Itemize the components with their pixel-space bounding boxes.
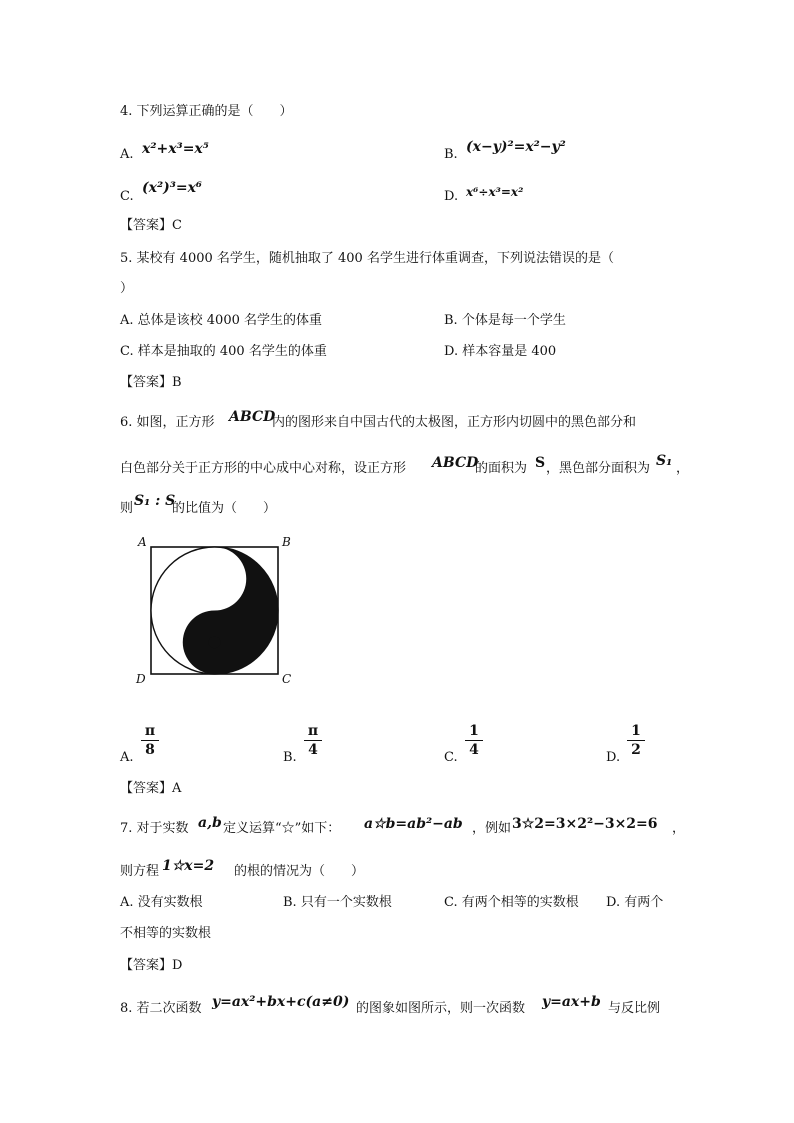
q6-line2-text-a: 白色部分关于正方形的中心成中心对称，设正方形 — [120, 461, 407, 476]
q6-option-c-label: C. — [444, 750, 458, 765]
white-dot — [209, 573, 221, 585]
vertex-label-b: B — [282, 535, 291, 549]
q8-linear: y=ax+b — [542, 994, 601, 1010]
q5-option-d: D. 样本容量是 400 — [444, 344, 557, 359]
q6-option-c-denominator: 4 — [469, 742, 479, 758]
q5-option-a: A. 总体是该校 4000 名学生的体重 — [120, 313, 323, 328]
q6-option-a-fraction — [141, 723, 159, 758]
q7-line1-text-b: 定义运算“☆”如下： — [223, 821, 341, 836]
q7-option-c: C. 有两个相等的实数根 — [444, 895, 579, 910]
q5-option-c: C. 样本是抽取的 400 名学生的体重 — [120, 344, 327, 359]
q6-line3-text-b: 的比值为（ ） — [172, 501, 277, 516]
q6-line2-s: S — [535, 455, 546, 471]
q4-stem: 4. 下列运算正确的是（ ） — [120, 104, 293, 119]
vertex-label-d: D — [136, 672, 146, 686]
black-dot — [209, 636, 221, 648]
q6-option-a-label: A. — [120, 750, 134, 765]
q6-line2-s1: S₁ — [656, 453, 673, 469]
q7-definition: a☆b=ab²−ab — [364, 816, 463, 832]
vertex-label-a: A — [138, 535, 147, 549]
fraction-bar — [465, 740, 483, 741]
q6-option-c-fraction — [465, 723, 483, 758]
q6-line3-text-a: 则 — [120, 501, 134, 516]
q6-answer: 【答案】A — [120, 781, 182, 796]
q6-line2-text-c: ，黑色部分面积为 — [546, 461, 651, 476]
q5-stem-line1: 5. 某校有 4000 名学生，随机抽取了 400 名学生进行体重调查，下列说法错误的是（ — [120, 251, 614, 266]
q4-option-b-label: B. — [444, 147, 458, 162]
q4-option-c-label: C. — [120, 189, 134, 204]
q7-option-d-part1: D. 有两个 — [606, 895, 664, 910]
q7-line1-text-c: ，例如 — [472, 821, 512, 836]
q4-option-a-label: A. — [120, 147, 134, 162]
q4-option-c-math: (x²)³=x⁶ — [142, 180, 203, 196]
q6-option-d-fraction — [627, 723, 645, 758]
q7-option-b: B. 只有一个实数根 — [283, 895, 392, 910]
q5-option-b: B. 个体是每一个学生 — [444, 313, 566, 328]
q7-option-d-part2: 不相等的实数根 — [120, 926, 212, 941]
q6-line2-math: ABCD — [432, 455, 479, 471]
q7-line1-ab: a,b — [198, 815, 222, 831]
q8-line1-text-c: 与反比例 — [608, 1001, 661, 1016]
q8-line1-text-b: 的图象如图所示，则一次函数 — [356, 1001, 526, 1016]
q7-line1-text-d: ， — [672, 821, 686, 836]
q7-line1-text-a: 7. 对于实数 — [120, 821, 189, 836]
q6-option-b-label: B. — [283, 750, 297, 765]
q8-quadratic: y=ax²+bx+c(a≠0) — [212, 994, 350, 1010]
taiji-diagram — [130, 532, 305, 690]
fraction-bar — [141, 740, 159, 741]
fraction-bar — [304, 740, 322, 741]
q6-option-d-denominator: 2 — [631, 742, 641, 758]
q6-option-a-denominator: 8 — [145, 742, 155, 758]
q6-line1-text-b: 内的图形来自中国古代的太极图，正方形内切圆中的黑色部分和 — [272, 415, 637, 430]
q6-line1-math: ABCD — [229, 409, 276, 425]
q7-line2-text-a: 则方程 — [120, 864, 160, 879]
q7-equation: 1☆x=2 — [162, 858, 215, 874]
q7-option-a: A. 没有实数根 — [120, 895, 203, 910]
q4-option-d-math: x⁶÷x³=x² — [466, 185, 524, 199]
q4-option-a-math: x²+x³=x⁵ — [142, 141, 209, 157]
q5-stem-line2: ） — [120, 281, 134, 296]
vertex-label-c: C — [282, 672, 292, 686]
q6-line2-text-b: 的面积为 — [475, 461, 528, 476]
taiji-figure — [130, 532, 305, 690]
q7-answer: 【答案】D — [120, 958, 183, 973]
q6-option-b-denominator: 4 — [308, 742, 318, 758]
q7-line2-text-b: 的根的情况为（ ） — [234, 864, 365, 879]
q6-line2-text-d: ， — [676, 461, 690, 476]
q8-line1-text-a: 8. 若二次函数 — [120, 1001, 202, 1016]
q6-line1-text-a: 6. 如图，正方形 — [120, 415, 215, 430]
q6-line3-math: S₁ : S — [134, 493, 176, 509]
q6-option-a-numerator: π — [144, 723, 156, 739]
q6-option-d-label: D. — [606, 750, 621, 765]
fraction-bar — [627, 740, 645, 741]
q6-option-d-numerator: 1 — [631, 723, 641, 739]
q4-answer: 【答案】C — [120, 218, 182, 233]
q7-example: 3☆2=3×2²−3×2=6 — [512, 816, 658, 832]
q4-option-b-math: (x−y)²=x²−y² — [466, 139, 566, 155]
q6-option-b-fraction — [304, 723, 322, 758]
q4-option-d-label: D. — [444, 189, 459, 204]
q6-option-c-numerator: 1 — [469, 723, 479, 739]
q5-answer: 【答案】B — [120, 375, 182, 390]
q6-option-b-numerator: π — [307, 723, 319, 739]
